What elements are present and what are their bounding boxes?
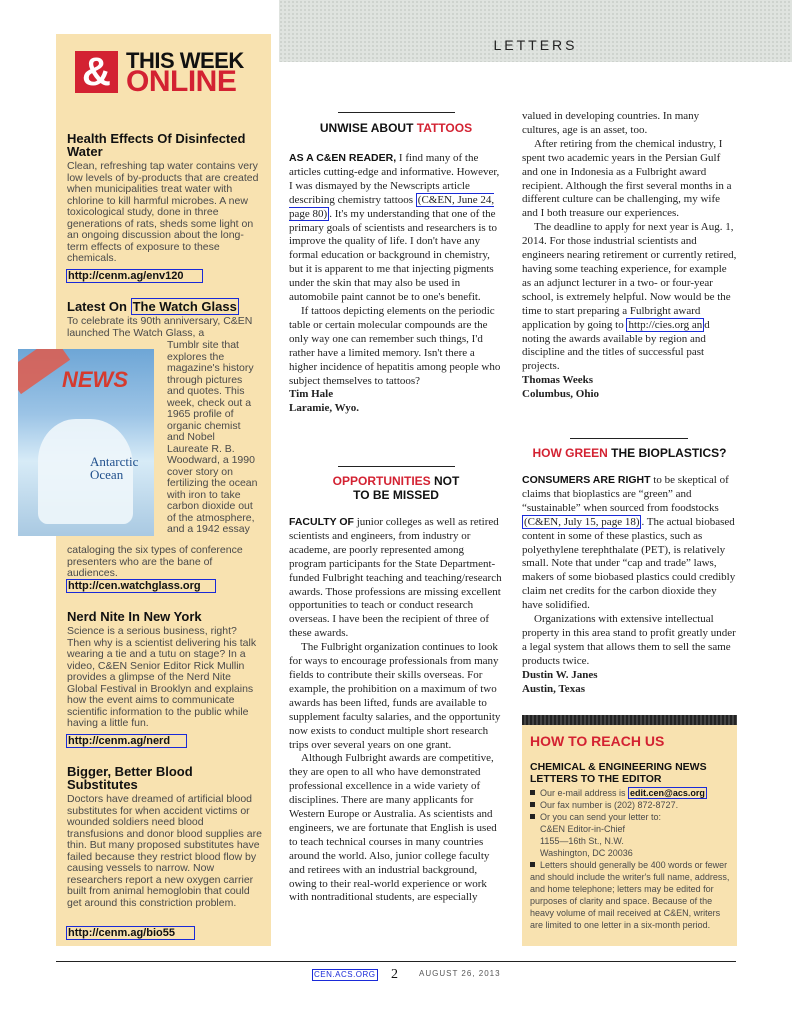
address-line: 1155—16th St., N.W. [540,836,624,846]
sidebar-item-title [67,300,262,313]
logo-line-1: THIS WEEK [126,48,244,73]
sidebar-item-body: Science is a serious business, right? Then why is a scientist delivering his talk wearing a tie and a tutu on stage? In a video, C&EN Senior Editor Rick Mullin provides a glimpse of the Nerd Nite Global Festival in Brooklyn and explains how the event aims to communicate scientific information to the public while having a little fun. [67,625,257,729]
bioplastics-headline [522,446,737,460]
site-link[interactable]: CEN.ACS.ORG [314,970,376,979]
bioplastics-letter [522,474,737,697]
letter-paragraph: If tattoos depicting elements on the periodic table or certain molecular compounds are the only way one can remember such things, I'd rather have a limited memory. Isn't there a higher incidence of hepatitis among people who subject themselves to tattoos? [289,304,501,387]
letter-paragraph: Organizations with extensive intellectual property in this area stand to profit greatly under a legal system that allows them to sell the same products twice. [522,613,736,667]
bullet-icon [530,802,535,807]
headline-part: NOT [430,474,460,488]
sidebar-item-title: Health Effects Of Disinfected Water [67,131,246,159]
email-link[interactable]: edit.cen@acs.org [630,788,705,798]
page-number: 2 [391,967,398,982]
reach-title: HOW TO REACH US [530,733,665,749]
sidebar-item-body-bottom: cataloging the six types of conference presenters who are the bane of audiences. [67,544,243,579]
letter-author: Dustin W. Janes [522,668,598,681]
address-line: Washington, DC 20036 [540,848,633,858]
letter-location: Columbus, Ohio [522,388,600,401]
letter-author: Tim Hale [289,388,334,401]
sidebar-item-body: Clean, refreshing tap water contains very low levels of by-products that are created when municipalities treat water with chlorine to kill harmful microbes. A new toxicological study, done in three generations of rats, sheds some light on an ongoing discussion about the long-term effects of exposure to these chemicals. [67,160,259,264]
sidebar-item-watch-glass [67,300,262,339]
email-line [530,787,734,799]
title-prefix: Latest On [67,299,131,314]
opportunities-letter [289,516,503,905]
letter-lead: AS A C&EN READER, [289,152,397,164]
letter-author: Thomas Weeks [522,374,594,387]
reach-body [530,787,734,931]
text: Our e-mail address is [540,788,629,798]
tattoos-letter [289,152,503,416]
sidebar-item-water [67,132,262,265]
opportunities-letter-continued [522,110,737,402]
text: Our fax number is (202) 872-8727. [540,800,679,810]
headline-rule [338,466,455,467]
text: . The actual biobased content in some of these plastics, such as polyethylene terephthalate (PET), is relatively small. Note that under “cap and trade” laws, makers of some biobased plastics could credibly claim net credits for the carbon dioxide they have solidified. [522,515,736,612]
cover-headline: Antarctic Ocean [90,454,139,482]
letter-paragraph: The Fulbright organization continues to look for ways to encourage professionals from many fields to contribute their skills overseas. For example, the prohibition on a maximum of two awards has been lifted, funds are available to supplement faculty salaries, and the opportunity now exists to conduct multiple short research trips over several years on one grant. [289,641,501,751]
section-header-band [279,0,792,62]
text: d noting the awards available by region and discipline and the titles of successful past projects. [522,318,710,373]
ampersand-logo-icon: & [75,51,118,93]
reach-subtitle: CHEMICAL & ENGINEERING NEWS LETTERS TO THE EDITOR [530,761,707,785]
how-to-reach-us-box [522,715,737,946]
this-week-online-logo [75,49,245,97]
bio55-link[interactable]: http://cenm.ag/bio55 [66,926,195,940]
cover-news-title: NEWS [62,367,128,392]
headline-accent: TATTOOS [416,121,473,135]
sidebar-item-blood [67,765,262,909]
address-line: C&EN Editor-in-Chief [540,824,626,834]
watch-glass-title-link[interactable]: The Watch Glass [132,299,237,314]
letter-lead: CONSUMERS ARE RIGHT [522,474,651,486]
letter-location: Austin, Texas [522,682,585,695]
headline-part: UNWISE ABOUT [319,121,417,135]
headline-accent: OPPORTUNITIES [332,474,431,488]
issue-date: AUGUST 26, 2013 [419,969,501,978]
text: Letters should generally be 400 words or fewer and should include the writer's full name, address, and home telephone; letters may be edited for purposes of clarity and space. Because of the heavy volume of mail received at C&EN, writers are limited to one letter in a six-month period. [530,860,730,930]
headline-accent: HOW GREEN [532,446,608,460]
letter-paragraph: valued in developing countries. In many cultures, age is an asset, too. [522,110,700,136]
sidebar-item-title: Bigger, Better Blood Substitutes [67,764,193,792]
citation-link[interactable]: (C&EN, June 24, page 80) [289,193,495,220]
footer-rule [56,961,736,962]
sidebar-item-body-top: To celebrate its 90th anniversary, C&EN launched The Watch Glass, a [67,315,253,339]
letter-lead: FACULTY OF [289,516,354,528]
bullet-icon [530,790,535,795]
nerd-link[interactable]: http://cenm.ag/nerd [66,734,187,748]
tattoos-headline [289,121,503,135]
letter-paragraph: Although Fulbright awards are competitive, they are open to all who have demonstrated professional excellence in a wide variety of disciplines. There are many applicants for Western Europe or Australia. As scientists and engineers, we are fortunate that English is used to teach technical courses in many countries around the world. Also, junior college faculty and retirees with an industrial background, owing to their real-world experience or work with nontraditional students, are especially [289,752,497,904]
letter-paragraph [289,152,503,305]
citation-link[interactable]: (C&EN, July 15, page 18) [524,515,640,528]
bullet-icon [530,862,535,867]
magazine-cover-image [18,349,154,536]
headline-part: TO BE MISSED [353,488,439,502]
sidebar-item-nerd-nite [67,610,262,730]
sidebar-item-body-wrap: Tumblr site that explores the magazine's history through pictures and quotes. This week, check out a 1965 profile of organic chemist and Nobel Laureate R. B. Woodward, a 1990 cover story on fertilizing the ocean with iron to take carbon dioxide out of the atmosphere, and a 1942 essay [167,339,258,535]
env120-link[interactable]: http://cenm.ag/env120 [66,269,203,283]
text: The deadline to apply for next year is Aug. 1, 2014. For those industrial scientists and engineers nearing retirement or currently retired, having some teaching experience, for example as an adjunct lecturer in a two- or four-year school, is extremely helpful. Now would be the time to start preparing a Fulbright award application by going to [522,221,737,331]
letter-paragraph [522,474,737,613]
text: . It's my understanding that one of the primary goals of scientists and researchers is to improve the quality of life. I don't have any formal education or background in chemistry, but it is apparent to me that injecting pigments under the skin that may also be used in automobile paint cannot be to one's benefit. [289,207,498,304]
letter-paragraph: After retiring from the chemical industry, I spent two academic years in the Persian Gulf and one in Indonesia as a Fulbright award recipient. Although the first several months in a different culture can be challenging, my wife and I both treasure our experiences. [522,137,732,220]
box-top-bar [522,715,737,725]
policy-text [530,859,734,931]
headline-rule [338,112,455,113]
mail-line [530,811,734,823]
bullet-icon [530,814,535,819]
sidebar-item-body: Doctors have dreamed of artificial blood substitutes for when accident victims or wounded soldiers need blood transfusions and donor blood supplies are thin. But many proposed substitutes have failed because they restrict blood flow by causing vessels to narrow. Now researchers report a new oxygen carrier built from animal hemoglobin that could get around this constriction problem. [67,793,262,909]
fax-line [530,799,734,811]
text: to be skeptical of claims that bioplastics are “green” and “sustainable” when sourced from foodstocks [522,474,729,514]
logo-line-2: ONLINE [126,65,237,98]
letter-paragraph [289,516,503,641]
headline-rule [570,438,688,439]
headline-part: THE BIOPLASTICS? [607,446,727,460]
opportunities-headline [289,474,503,502]
section-title: LETTERS [493,37,578,53]
watchglass-link[interactable]: http://cen.watchglass.org [66,579,216,593]
text: Or you can send your letter to: [540,812,662,822]
sidebar-item-title: Nerd Nite In New York [67,609,202,624]
text: junior colleges as well as retired scientists and engineers, from industry or academe, are poorly represented among program participants for the State Department-funded Fulbright teaching and teaching/research awards. Those professions are missing excellent opportunities to teach or conduct research overseas. I have been the recipient of three of these awards. [289,516,502,640]
letter-location: Laramie, Wyo. [289,402,359,415]
text: I find many of the articles cutting-edge and informative. However, I was dismayed by the Newscripts article describing chemistry tattoos [289,152,500,206]
cies-link[interactable]: http://cies.org an [628,318,703,331]
letter-paragraph [522,221,737,374]
